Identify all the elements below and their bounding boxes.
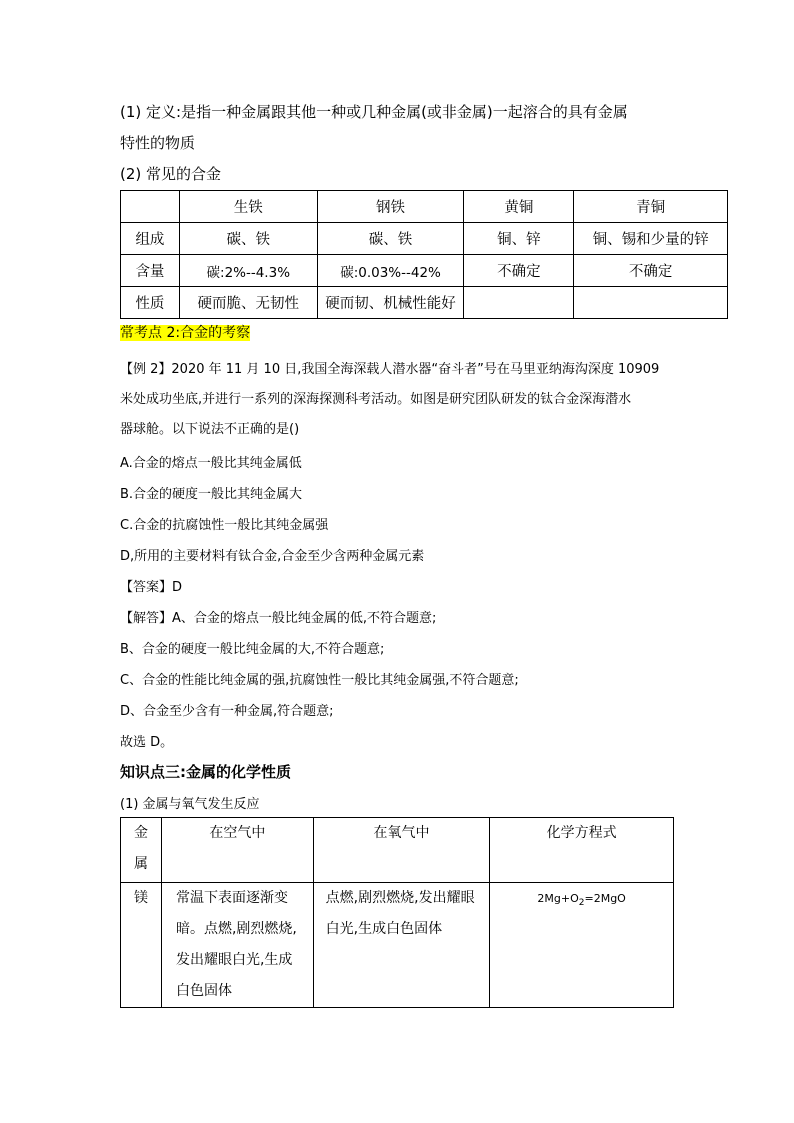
equation-left: 2Mg+O (537, 892, 579, 905)
alloy-cell: 铜、锡和少量的锌 (574, 223, 728, 255)
explanation-line-2: B、合金的硬度一般比纯金属的大,不符合题意; (120, 642, 385, 657)
alloy-cell (574, 287, 728, 319)
alloy-cell: 铜、锌 (464, 223, 574, 255)
oxygen-header-cell: 在氧气中 (313, 818, 490, 883)
oxygen-table (120, 817, 674, 1008)
explanation-line-4: D、合金至少含有一种金属,符合题意; (120, 704, 334, 719)
table-row (121, 287, 728, 319)
oxygen-equation-cell (490, 883, 674, 1008)
oxygen-table-header-row (121, 818, 674, 883)
alloy-table-header-row (121, 191, 728, 223)
option-d: D,所用的主要材料有钛合金,合金至少含两种金属元素 (120, 549, 425, 564)
alloy-cell: 不确定 (464, 255, 574, 287)
definition-line-2: 特性的物质 (120, 134, 196, 152)
oxygen-metal-cell: 镁 (121, 883, 162, 1008)
table-row (121, 255, 728, 287)
alloy-cell: 碳:2%--4.3% (179, 255, 317, 287)
oxygen-header-cell: 金属 (121, 818, 162, 883)
alloy-table (120, 190, 728, 319)
alloy-cell: 不确定 (574, 255, 728, 287)
option-b: B.合金的硬度一般比其纯金属大 (120, 487, 303, 502)
answer: 【答案】D (120, 580, 183, 595)
alloy-cell: 性质 (121, 287, 180, 319)
exam-point-heading (120, 322, 250, 342)
equation-subscript: 2 (578, 898, 585, 908)
alloy-header-cell: 青铜 (574, 191, 728, 223)
alloy-cell: 硬而脆、无韧性 (179, 287, 317, 319)
oxygen-header-cell: 在空气中 (161, 818, 313, 883)
alloy-header-cell: 黄铜 (464, 191, 574, 223)
definition-line-1: (1) 定义:是指一种金属跟其他一种或几种金属(或非金属)一起溶合的具有金属 (120, 103, 628, 121)
example-line-1: 【例 2】2020 年 11 月 10 日,我国全海深载人潜水器“奋斗者”号在马里亚纳海沟深度 10909 (120, 362, 660, 377)
oxygen-header-cell: 化学方程式 (490, 818, 674, 883)
table-row (121, 883, 674, 1008)
oxygen-in-oxygen-cell: 点燃,剧烈燃烧,发出耀眼白光,生成白色固体 (313, 883, 490, 1008)
equation-right: =2MgO (584, 892, 626, 905)
oxygen-in-air-cell: 常温下表面逐渐变暗。点燃,剧烈燃烧,发出耀眼白光,生成白色固体 (161, 883, 313, 1008)
exam-point-highlight: 常考点 2:合金的考察 (120, 325, 251, 341)
alloy-cell (464, 287, 574, 319)
alloy-cell: 碳、铁 (179, 223, 317, 255)
option-c: C.合金的抗腐蚀性一般比其纯金属强 (120, 518, 329, 533)
table-row (121, 223, 728, 255)
alloy-cell: 含量 (121, 255, 180, 287)
oxygen-reaction-heading: (1) 金属与氧气发生反应 (120, 797, 260, 812)
explanation-line-5: 故选 D。 (120, 735, 174, 750)
explanation-line-1: 【解答】A、合金的熔点一般比纯金属的低,不符合题意; (120, 611, 437, 626)
alloy-cell: 碳:0.03%--42% (317, 255, 464, 287)
explanation-line-3: C、合金的性能比纯金属的强,抗腐蚀性一般比其纯金属强,不符合题意; (120, 673, 519, 688)
alloy-header-cell: 生铁 (179, 191, 317, 223)
alloy-cell: 组成 (121, 223, 180, 255)
knowledge-point-heading: 知识点三:金属的化学性质 (120, 763, 291, 781)
alloy-header-cell (121, 191, 180, 223)
alloy-header-cell: 钢铁 (317, 191, 464, 223)
alloy-cell: 碳、铁 (317, 223, 464, 255)
example-line-2: 米处成功坐底,并进行一系列的深海探测科考活动。如图是研究团队研发的钛合金深海潜水 (120, 392, 632, 407)
common-alloys-heading: (2) 常见的合金 (120, 165, 222, 183)
example-line-3: 器球舱。以下说法不正确的是() (120, 422, 300, 437)
alloy-cell: 硬而韧、机械性能好 (317, 287, 464, 319)
option-a: A.合金的熔点一般比其纯金属低 (120, 456, 302, 471)
